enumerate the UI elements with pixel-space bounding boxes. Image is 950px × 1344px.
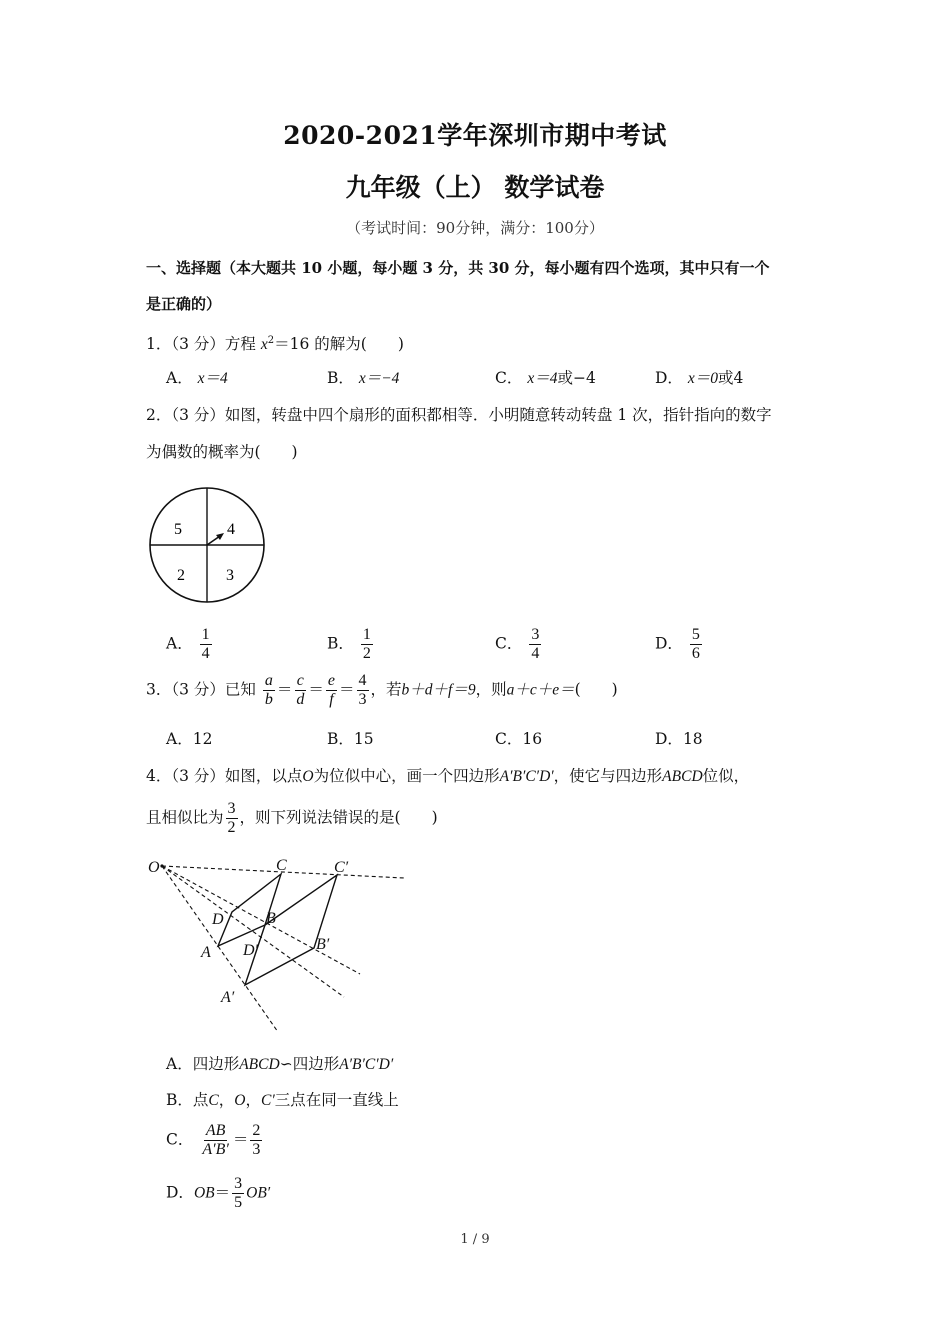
q3-f3-num: e: [327, 672, 335, 689]
q4-option-d[interactable]: [166, 1175, 270, 1212]
q4-line1-q1: A′B′C′D′: [499, 768, 554, 785]
q3-option-b-text: 15: [353, 730, 374, 748]
q3-option-d[interactable]: [655, 727, 703, 751]
ray-oa: [162, 866, 278, 1032]
q3-option-d-text: 18: [682, 730, 703, 748]
spinner-label-5: 5: [174, 521, 182, 538]
q4-option-b-c: C: [208, 1092, 219, 1109]
spinner-arrow-head: [216, 533, 224, 540]
q1-option-c-label: C．: [495, 369, 523, 387]
q4-option-a-sim: ∽: [279, 1055, 293, 1073]
q3-fraction-4-3: [357, 672, 369, 709]
q3-option-c-label: C．: [495, 730, 523, 748]
q2-option-a[interactable]: [166, 626, 214, 663]
label-c-prime: C′: [334, 859, 349, 876]
q1-option-b-text: x＝−4: [358, 370, 400, 387]
q4-option-c[interactable]: [166, 1122, 264, 1159]
q4-option-a-t2: 四边形: [292, 1055, 340, 1073]
q2-option-d-fraction: [690, 626, 702, 663]
spinner-figure: [146, 486, 268, 608]
q1-option-c[interactable]: [495, 366, 596, 391]
q4-option-c-rden: 3: [252, 1141, 261, 1158]
q4-line1-b: 为位似中心，画一个四边形: [313, 767, 500, 785]
q4-line1-a: 4．（3 分）如图，以点: [146, 767, 303, 785]
q2-option-a-fraction: [200, 626, 212, 663]
q4-ratio-fraction: [226, 800, 238, 837]
q3-eq-2: ＝: [308, 680, 324, 699]
question-2: [146, 400, 826, 467]
q2-option-b-label: B．: [327, 634, 354, 653]
q2-option-d[interactable]: [655, 626, 704, 663]
q3-option-a-label: A．: [166, 730, 193, 748]
q3-eq-1: ＝: [276, 680, 293, 699]
q4-option-c-den: A′B′: [202, 1141, 229, 1158]
q3-then: ，则: [475, 680, 507, 699]
label-d: D: [212, 911, 224, 928]
q3-f4-den: 3: [358, 691, 367, 708]
q3-option-a[interactable]: [166, 727, 212, 751]
q1-prefix: 1．（3 分）方程: [146, 335, 256, 354]
q1-option-c-text2: −4: [572, 369, 596, 387]
q2-option-b-fraction: [361, 626, 373, 663]
label-b: B: [266, 910, 276, 927]
q1-eq-exp: 2: [267, 335, 275, 346]
q4-option-d-rden: 5: [234, 1194, 243, 1211]
question-4-line-2: [146, 800, 438, 837]
q4-option-b-t1: 点: [192, 1091, 209, 1109]
label-b-prime: B′: [316, 936, 330, 953]
question-1: [146, 326, 404, 360]
q4-option-a-label: A．: [166, 1055, 193, 1073]
q3-tail: ( ): [574, 680, 618, 699]
q4-line1-o: O: [302, 768, 314, 785]
q4-option-b-o: O: [234, 1092, 246, 1109]
q3-prefix: 3．（3 分）已知: [146, 680, 256, 699]
q3-f3-den: f: [329, 691, 334, 708]
q1-eq-var: x: [260, 336, 268, 354]
q4-option-c-lhs-fraction: [200, 1122, 231, 1159]
q1-suffix: 的解为( ): [314, 335, 404, 354]
q4-option-c-eq: ＝: [232, 1130, 249, 1149]
q3-ask: a＋c＋e＝: [506, 681, 575, 699]
question-4-line-1: [146, 761, 749, 792]
label-d-prime: D′: [243, 942, 259, 959]
section-heading: [146, 253, 826, 319]
q4-option-c-num: AB: [205, 1122, 226, 1139]
q4-option-d-rhs: OB′: [246, 1184, 271, 1202]
q1-option-d-text1: x＝0: [687, 370, 719, 387]
exam-title: 2020-2021学年深圳市期中考试: [283, 121, 667, 150]
q3-option-b-label: B．: [327, 730, 354, 748]
q4-option-d-rnum: 3: [234, 1175, 243, 1192]
q3-option-c[interactable]: [495, 727, 542, 751]
q3-fraction-e-f: [326, 672, 337, 709]
q4-line2-b: ，则下列说法错误的是( ): [239, 808, 438, 827]
q1-option-d-label: D．: [655, 369, 683, 387]
q1-option-a[interactable]: [166, 366, 228, 391]
q4-option-a-m2: A′B′C′D′: [339, 1056, 394, 1073]
q3-f2-num: c: [296, 672, 304, 689]
q4-option-c-rhs-fraction: [250, 1122, 262, 1159]
q2-option-a-num: 1: [201, 626, 210, 643]
q4-line1-c: ，使它与四边形: [553, 767, 663, 785]
q3-option-d-label: D．: [655, 730, 683, 748]
q2-option-b-num: 1: [362, 626, 371, 643]
exam-subtitle: 九年级（上） 数学试卷: [345, 173, 605, 202]
label-c: C: [276, 857, 287, 874]
q3-fraction-a-b: [263, 672, 275, 709]
q2-option-a-den: 4: [201, 645, 210, 662]
q2-line-2: 为偶数的概率为( ): [146, 443, 298, 461]
q2-option-c-fraction: [529, 626, 541, 663]
q2-option-b-den: 2: [362, 645, 371, 662]
q3-option-c-text: 16: [522, 730, 543, 748]
q3-option-b[interactable]: [327, 727, 374, 751]
q2-option-d-den: 6: [691, 645, 700, 662]
section-line-1: 一、选择题（本大题共 10 小题，每小题 3 分，共 30 分，每小题有四个选项，其中只有一个: [146, 259, 770, 277]
label-a: A: [201, 944, 211, 961]
q2-option-d-num: 5: [691, 626, 700, 643]
q1-option-d-or: 或: [718, 369, 734, 387]
q3-fraction-c-d: [294, 672, 306, 709]
section-line-2: 是正确的）: [146, 295, 222, 313]
q3-eq-3: ＝: [338, 680, 355, 699]
spinner-label-3: 3: [226, 567, 234, 584]
q3-f1-num: a: [264, 672, 273, 689]
spinner-label-2: 2: [177, 567, 185, 584]
q4-option-a[interactable]: [166, 1052, 393, 1077]
q4-line2-a: 且相似比为: [146, 808, 224, 827]
q3-f2-den: d: [296, 691, 305, 708]
q4-option-d-lhs: OB: [193, 1184, 215, 1202]
q1-eq-rest: ＝16: [274, 335, 310, 354]
q1-option-c-text1: x＝4: [527, 370, 558, 387]
q1-option-a-label: A．: [166, 369, 193, 387]
q1-option-d-text2: 4: [733, 369, 744, 387]
q3-option-a-text: 12: [192, 730, 213, 748]
exam-info: （考试时间：90分钟，满分：100分）: [346, 219, 604, 237]
q4-ratio-den: 2: [227, 819, 236, 836]
q4-ratio-num: 3: [227, 800, 236, 817]
q3-f1-den: b: [264, 691, 273, 708]
q4-option-a-m1: ABCD: [239, 1056, 280, 1073]
q2-option-c[interactable]: [495, 626, 543, 663]
q4-option-d-eq: ＝: [214, 1183, 231, 1202]
q1-option-b-label: B．: [327, 369, 354, 387]
q4-option-c-rnum: 2: [252, 1122, 261, 1139]
q4-option-d-fraction: [232, 1175, 244, 1212]
q2-option-c-num: 3: [531, 626, 540, 643]
q3-f4-num: 4: [358, 672, 367, 689]
q1-option-b[interactable]: [327, 366, 399, 391]
q4-option-b-t2: 三点在同一直线上: [274, 1091, 399, 1109]
ray-ob2: [162, 866, 360, 974]
spinner-label-4: 4: [227, 521, 235, 538]
q4-option-b-sep1: ，: [218, 1091, 235, 1109]
q1-option-c-or: 或: [557, 369, 573, 387]
q4-option-d-label: D．: [166, 1183, 194, 1202]
q2-line-1: 2．（3 分）如图，转盘中四个扇形的面积都相等．小明随意转动转盘 1 次，指针指向的数字: [146, 406, 772, 424]
q3-condition: b＋d＋f＝9: [401, 681, 476, 699]
homothety-figure: [144, 850, 410, 1036]
q1-option-a-text: x＝4: [197, 370, 228, 387]
q2-option-c-label: C．: [495, 634, 523, 653]
q2-option-b[interactable]: [327, 626, 375, 663]
q4-option-b[interactable]: [166, 1088, 399, 1113]
ray-ob: [162, 866, 344, 997]
q4-option-a-t1: 四边形: [192, 1055, 240, 1073]
q4-line1-q2: ABCD: [662, 768, 703, 785]
q3-mid: ，若: [370, 680, 402, 699]
q4-option-b-c2: C′: [260, 1092, 275, 1109]
q4-option-b-sep2: ，: [245, 1091, 261, 1109]
question-3: [146, 672, 618, 709]
q2-option-d-label: D．: [655, 634, 683, 653]
label-a-prime: A′: [221, 989, 235, 1006]
point-o: [160, 864, 163, 867]
q4-line1-d: 位似，: [702, 767, 750, 785]
q4-option-b-label: B．: [166, 1091, 193, 1109]
q1-option-d[interactable]: [655, 366, 743, 391]
q4-option-c-label: C．: [166, 1130, 194, 1149]
page-number: 1 / 9: [460, 1232, 490, 1247]
q2-option-a-label: A．: [166, 634, 193, 653]
q2-option-c-den: 4: [531, 645, 540, 662]
label-o: O: [148, 859, 160, 876]
